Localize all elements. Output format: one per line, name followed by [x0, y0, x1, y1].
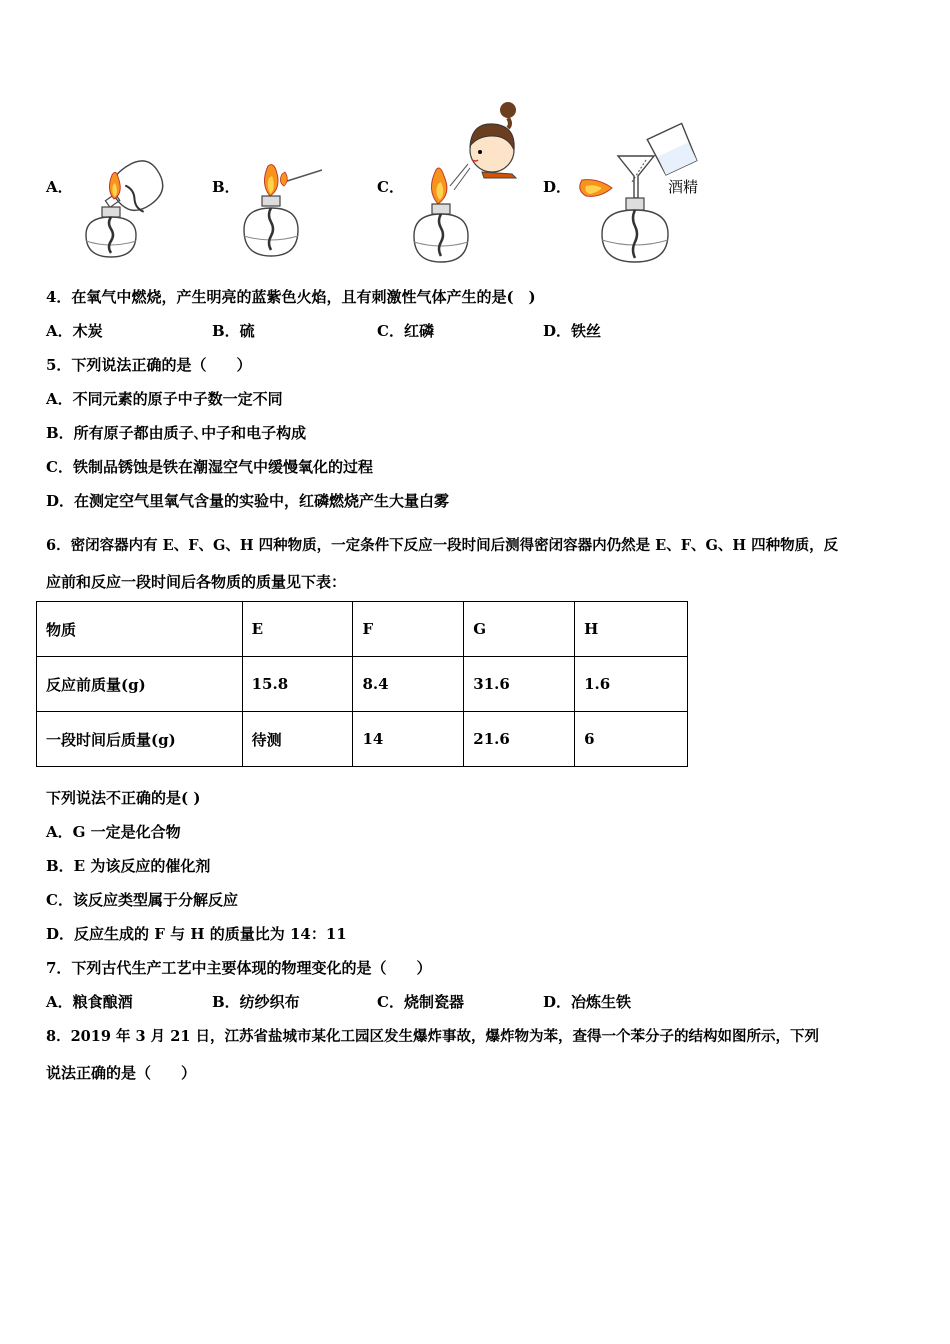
q5-option-a[interactable]: A．不同元素的原子中子数一定不同 [46, 390, 283, 408]
table-row [37, 712, 688, 767]
q5-stem: 5．下列说法正确的是（ ） [46, 356, 252, 374]
mass-table [36, 601, 688, 767]
lamp-lit-with-match-figure [238, 160, 328, 265]
table-cell: 15.8 [242, 657, 353, 712]
table-cell: 8.4 [353, 657, 464, 712]
q4-option-a[interactable]: A．木炭 [46, 322, 103, 340]
table-cell: 21.6 [464, 712, 575, 767]
table-header-cell: 物质 [37, 602, 243, 657]
table-cell: 待测 [242, 712, 353, 767]
q4-stem: 4．在氧气中燃烧，产生明亮的蓝紫色火焰，且有刺激性气体产生的是( ) [46, 288, 536, 306]
option-c-label: C． [377, 178, 404, 196]
q8-stem-line1: 8．2019 年 3 月 21 日，江苏省盐城市某化工园区发生爆炸事故，爆炸物为苯，查得一个苯分子的结构如图所示，下列 [46, 1028, 819, 1045]
option-d-label: D． [543, 178, 572, 196]
q6-option-c[interactable]: C．该反应类型属于分解反应 [46, 891, 238, 909]
option-a-label: A． [46, 178, 73, 196]
table-header-cell: H [575, 602, 688, 657]
q5-option-d[interactable]: D．在测定空气里氧气含量的实验中，红磷燃烧产生大量白雾 [46, 492, 450, 510]
table-header-row [37, 602, 688, 657]
q6-stem-line2: 应前和反应一段时间后各物质的质量见下表： [46, 573, 347, 591]
q5-option-c[interactable]: C．铁制品锈蚀是铁在潮湿空气中缓慢氧化的过程 [46, 458, 373, 476]
table-cell: 31.6 [464, 657, 575, 712]
q7-stem: 7．下列古代生产工艺中主要体现的物理变化的是（ ） [46, 959, 432, 977]
lamp-lit-from-lamp-figure [78, 155, 178, 265]
option-b-label: B． [212, 178, 240, 196]
table-cell: 1.6 [575, 657, 688, 712]
table-header-cell: F [353, 602, 464, 657]
table-row [37, 657, 688, 712]
q4-option-d[interactable]: D．铁丝 [543, 322, 602, 340]
blowing-out-lamp-figure [412, 98, 522, 265]
q6-question: 下列说法不正确的是( ) [46, 789, 201, 807]
q8-stem-line2: 说法正确的是（ ） [46, 1064, 197, 1082]
table-header-cell: G [464, 602, 575, 657]
q6-option-b[interactable]: B．E 为该反应的催化剂 [46, 857, 211, 875]
q7-option-d[interactable]: D．冶炼生铁 [543, 993, 632, 1011]
q4-option-c[interactable]: C．红磷 [377, 322, 434, 340]
q7-option-c[interactable]: C．烧制瓷器 [377, 993, 464, 1011]
q4-option-b[interactable]: B．硫 [212, 322, 255, 340]
table-cell: 一段时间后质量(g) [37, 712, 243, 767]
table-header-cell: E [242, 602, 353, 657]
table-cell: 反应前质量(g) [37, 657, 243, 712]
alcohol-label: 酒精 [668, 178, 699, 196]
q7-option-a[interactable]: A．粮食酿酒 [46, 993, 133, 1011]
table-cell: 6 [575, 712, 688, 767]
q7-option-b[interactable]: B．纺纱织布 [212, 993, 300, 1011]
q6-stem-line1: 6．密闭容器内有 E、F、G、H 四种物质，一定条件下反应一段时间后测得密闭容器内仍然是 E、F、G、H 四种物质，反 [46, 537, 839, 554]
q6-option-a[interactable]: A．G 一定是化合物 [46, 823, 181, 841]
q5-option-b[interactable]: B．所有原子都由质子､中子和电子构成 [46, 424, 307, 442]
q6-option-d[interactable]: D．反应生成的 F 与 H 的质量比为 14：11 [46, 925, 347, 943]
table-cell: 14 [353, 712, 464, 767]
